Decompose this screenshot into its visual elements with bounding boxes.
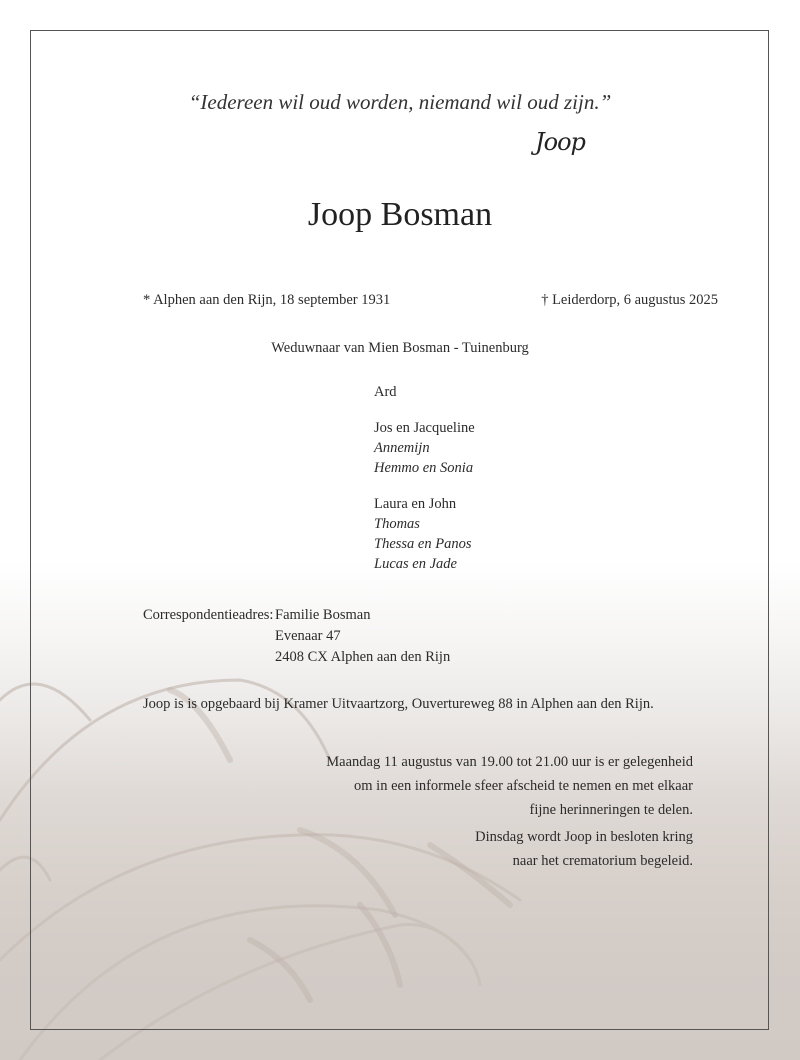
birth-date-place: * Alphen aan den Rijn, 18 september 1931 bbox=[143, 292, 391, 308]
correspondence-address bbox=[143, 605, 450, 668]
grandchild: Thomas bbox=[374, 516, 420, 532]
death-date-place: † Leiderdorp, 6 augustus 2025 bbox=[541, 292, 718, 308]
cremation-notice bbox=[475, 825, 693, 873]
grandchild: Thessa en Panos bbox=[374, 536, 472, 552]
correspondence-name: Familie Bosman bbox=[275, 607, 371, 623]
memorial-quote: “Iedereen wil oud worden, niemand wil oud zijn.” bbox=[188, 90, 612, 114]
family-list bbox=[374, 382, 475, 590]
visitation-notice bbox=[326, 750, 693, 822]
visitation-line: om in een informele sfeer afscheid te nemen en met elkaar bbox=[354, 778, 693, 794]
family-member: Jos en Jacqueline bbox=[374, 420, 475, 436]
correspondence-label: Correspondentieadres: bbox=[143, 607, 274, 623]
deceased-name: Joop Bosman bbox=[307, 196, 493, 233]
visitation-line: fijne herinneringen te delen. bbox=[529, 802, 693, 818]
correspondence-city: 2408 CX Alphen aan den Rijn bbox=[275, 649, 451, 665]
laid-out-notice: Joop is is opgebaard bij Kramer Uitvaartzorg, Ouvertureweg 88 in Alphen aan den Rijn. bbox=[143, 696, 654, 712]
family-group-laura bbox=[374, 494, 475, 574]
family-group-jos bbox=[374, 418, 475, 478]
cremation-line: Dinsdag wordt Joop in besloten kring bbox=[475, 829, 693, 845]
widower-line: Weduwnaar van Mien Bosman - Tuinenburg bbox=[271, 340, 529, 356]
grandchild: Lucas en Jade bbox=[374, 556, 457, 572]
correspondence-street: Evenaar 47 bbox=[275, 628, 341, 644]
grandchild: Annemijn bbox=[374, 440, 430, 456]
family-member: Ard bbox=[374, 384, 397, 400]
grandchild: Hemmo en Sonia bbox=[374, 460, 474, 476]
handwritten-signature: Joop bbox=[535, 128, 585, 156]
cremation-line: naar het crematorium begeleid. bbox=[512, 853, 693, 869]
family-member: Laura en John bbox=[374, 496, 457, 512]
visitation-line: Maandag 11 augustus van 19.00 tot 21.00 uur is er gelegenheid bbox=[326, 754, 693, 770]
family-group-ard bbox=[374, 382, 475, 402]
